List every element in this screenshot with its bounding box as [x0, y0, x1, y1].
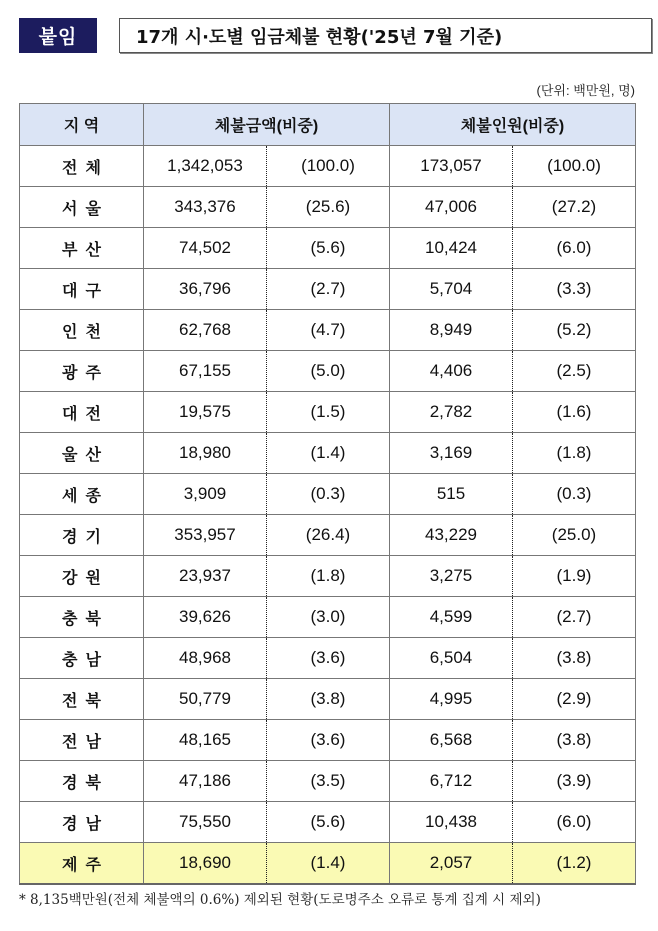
amount-share-cell: (4.7) — [267, 310, 390, 351]
title-bar — [19, 18, 636, 54]
people-cell: 43,229 — [390, 515, 513, 556]
region-cell: 전북 — [20, 679, 144, 720]
footnote: * 8,135백만원(전체 체불액의 0.6%) 제외된 현황(도로명주소 오류로 통계 집계 시 제외) — [19, 892, 541, 908]
region-cell: 광주 — [20, 351, 144, 392]
region-cell: 경남 — [20, 802, 144, 843]
region-cell: 충북 — [20, 597, 144, 638]
amount-cell: 50,779 — [144, 679, 267, 720]
people-cell: 47,006 — [390, 187, 513, 228]
amount-cell: 67,155 — [144, 351, 267, 392]
region-cell: 인천 — [20, 310, 144, 351]
amount-share-cell: (1.5) — [267, 392, 390, 433]
page-title: 17개 시·도별 임금체불 현황('25년 7월 기준) — [119, 18, 652, 53]
amount-cell: 48,165 — [144, 720, 267, 761]
people-cell: 8,949 — [390, 310, 513, 351]
table-row — [20, 146, 636, 187]
table-row — [20, 556, 636, 597]
region-cell: 부산 — [20, 228, 144, 269]
amount-share-cell: (3.8) — [267, 679, 390, 720]
people-cell: 10,438 — [390, 802, 513, 843]
people-cell: 173,057 — [390, 146, 513, 187]
people-cell: 2,057 — [390, 843, 513, 885]
unit-note: (단위: 백만원, 명) — [536, 83, 635, 98]
amount-share-cell: (25.6) — [267, 187, 390, 228]
people-cell: 6,712 — [390, 761, 513, 802]
people-share-cell: (0.3) — [513, 474, 636, 515]
table-row — [20, 679, 636, 720]
amount-share-cell: (2.7) — [267, 269, 390, 310]
people-cell: 4,599 — [390, 597, 513, 638]
region-cell: 울산 — [20, 433, 144, 474]
people-share-cell: (2.7) — [513, 597, 636, 638]
people-share-cell: (100.0) — [513, 146, 636, 187]
people-share-cell: (3.3) — [513, 269, 636, 310]
amount-share-cell: (3.0) — [267, 597, 390, 638]
people-share-cell: (6.0) — [513, 228, 636, 269]
amount-cell: 48,968 — [144, 638, 267, 679]
amount-share-cell: (3.5) — [267, 761, 390, 802]
people-cell: 6,504 — [390, 638, 513, 679]
people-cell: 4,995 — [390, 679, 513, 720]
table-row — [20, 802, 636, 843]
amount-cell: 47,186 — [144, 761, 267, 802]
people-share-cell: (1.6) — [513, 392, 636, 433]
people-share-cell: (2.9) — [513, 679, 636, 720]
wage-arrears-table — [19, 103, 636, 885]
region-cell: 제주 — [20, 843, 144, 885]
amount-share-cell: (100.0) — [267, 146, 390, 187]
table-row — [20, 269, 636, 310]
region-cell: 전체 — [20, 146, 144, 187]
column-header-people: 체불인원(비중) — [390, 104, 636, 146]
people-share-cell: (2.5) — [513, 351, 636, 392]
region-cell: 경북 — [20, 761, 144, 802]
amount-share-cell: (1.4) — [267, 433, 390, 474]
table-row — [20, 515, 636, 556]
table-row — [20, 720, 636, 761]
region-cell: 세종 — [20, 474, 144, 515]
people-cell: 3,169 — [390, 433, 513, 474]
table-row — [20, 228, 636, 269]
people-share-cell: (27.2) — [513, 187, 636, 228]
amount-cell: 74,502 — [144, 228, 267, 269]
region-cell: 서울 — [20, 187, 144, 228]
amount-share-cell: (5.6) — [267, 802, 390, 843]
table-row — [20, 597, 636, 638]
people-share-cell: (25.0) — [513, 515, 636, 556]
amount-share-cell: (3.6) — [267, 638, 390, 679]
amount-share-cell: (1.8) — [267, 556, 390, 597]
amount-share-cell: (5.0) — [267, 351, 390, 392]
attachment-badge: 붙임 — [19, 18, 97, 53]
people-share-cell: (1.8) — [513, 433, 636, 474]
amount-share-cell: (1.4) — [267, 843, 390, 885]
people-cell: 2,782 — [390, 392, 513, 433]
region-cell: 충남 — [20, 638, 144, 679]
amount-cell: 3,909 — [144, 474, 267, 515]
people-share-cell: (3.9) — [513, 761, 636, 802]
table-row — [20, 351, 636, 392]
amount-cell: 23,937 — [144, 556, 267, 597]
amount-cell: 353,957 — [144, 515, 267, 556]
amount-cell: 62,768 — [144, 310, 267, 351]
amount-cell: 19,575 — [144, 392, 267, 433]
region-cell: 전남 — [20, 720, 144, 761]
people-share-cell: (3.8) — [513, 638, 636, 679]
column-header-region: 지 역 — [20, 104, 144, 146]
amount-cell: 18,980 — [144, 433, 267, 474]
amount-cell: 18,690 — [144, 843, 267, 885]
people-cell: 10,424 — [390, 228, 513, 269]
table-header-row — [20, 104, 636, 146]
people-cell: 3,275 — [390, 556, 513, 597]
people-share-cell: (1.9) — [513, 556, 636, 597]
table-row — [20, 843, 636, 885]
people-cell: 5,704 — [390, 269, 513, 310]
amount-cell: 1,342,053 — [144, 146, 267, 187]
people-cell: 515 — [390, 474, 513, 515]
region-cell: 대전 — [20, 392, 144, 433]
people-cell: 6,568 — [390, 720, 513, 761]
amount-share-cell: (3.6) — [267, 720, 390, 761]
table-row — [20, 187, 636, 228]
column-header-amount: 체불금액(비중) — [144, 104, 390, 146]
region-cell: 대구 — [20, 269, 144, 310]
amount-cell: 39,626 — [144, 597, 267, 638]
amount-share-cell: (26.4) — [267, 515, 390, 556]
table-row — [20, 433, 636, 474]
amount-cell: 36,796 — [144, 269, 267, 310]
amount-cell: 343,376 — [144, 187, 267, 228]
table-body — [20, 146, 636, 885]
table-row — [20, 638, 636, 679]
people-share-cell: (1.2) — [513, 843, 636, 885]
table-row — [20, 310, 636, 351]
amount-share-cell: (5.6) — [267, 228, 390, 269]
people-share-cell: (6.0) — [513, 802, 636, 843]
table-row — [20, 474, 636, 515]
table-row — [20, 761, 636, 802]
region-cell: 강원 — [20, 556, 144, 597]
table-row — [20, 392, 636, 433]
region-cell: 경기 — [20, 515, 144, 556]
amount-cell: 75,550 — [144, 802, 267, 843]
people-cell: 4,406 — [390, 351, 513, 392]
people-share-cell: (3.8) — [513, 720, 636, 761]
amount-share-cell: (0.3) — [267, 474, 390, 515]
people-share-cell: (5.2) — [513, 310, 636, 351]
